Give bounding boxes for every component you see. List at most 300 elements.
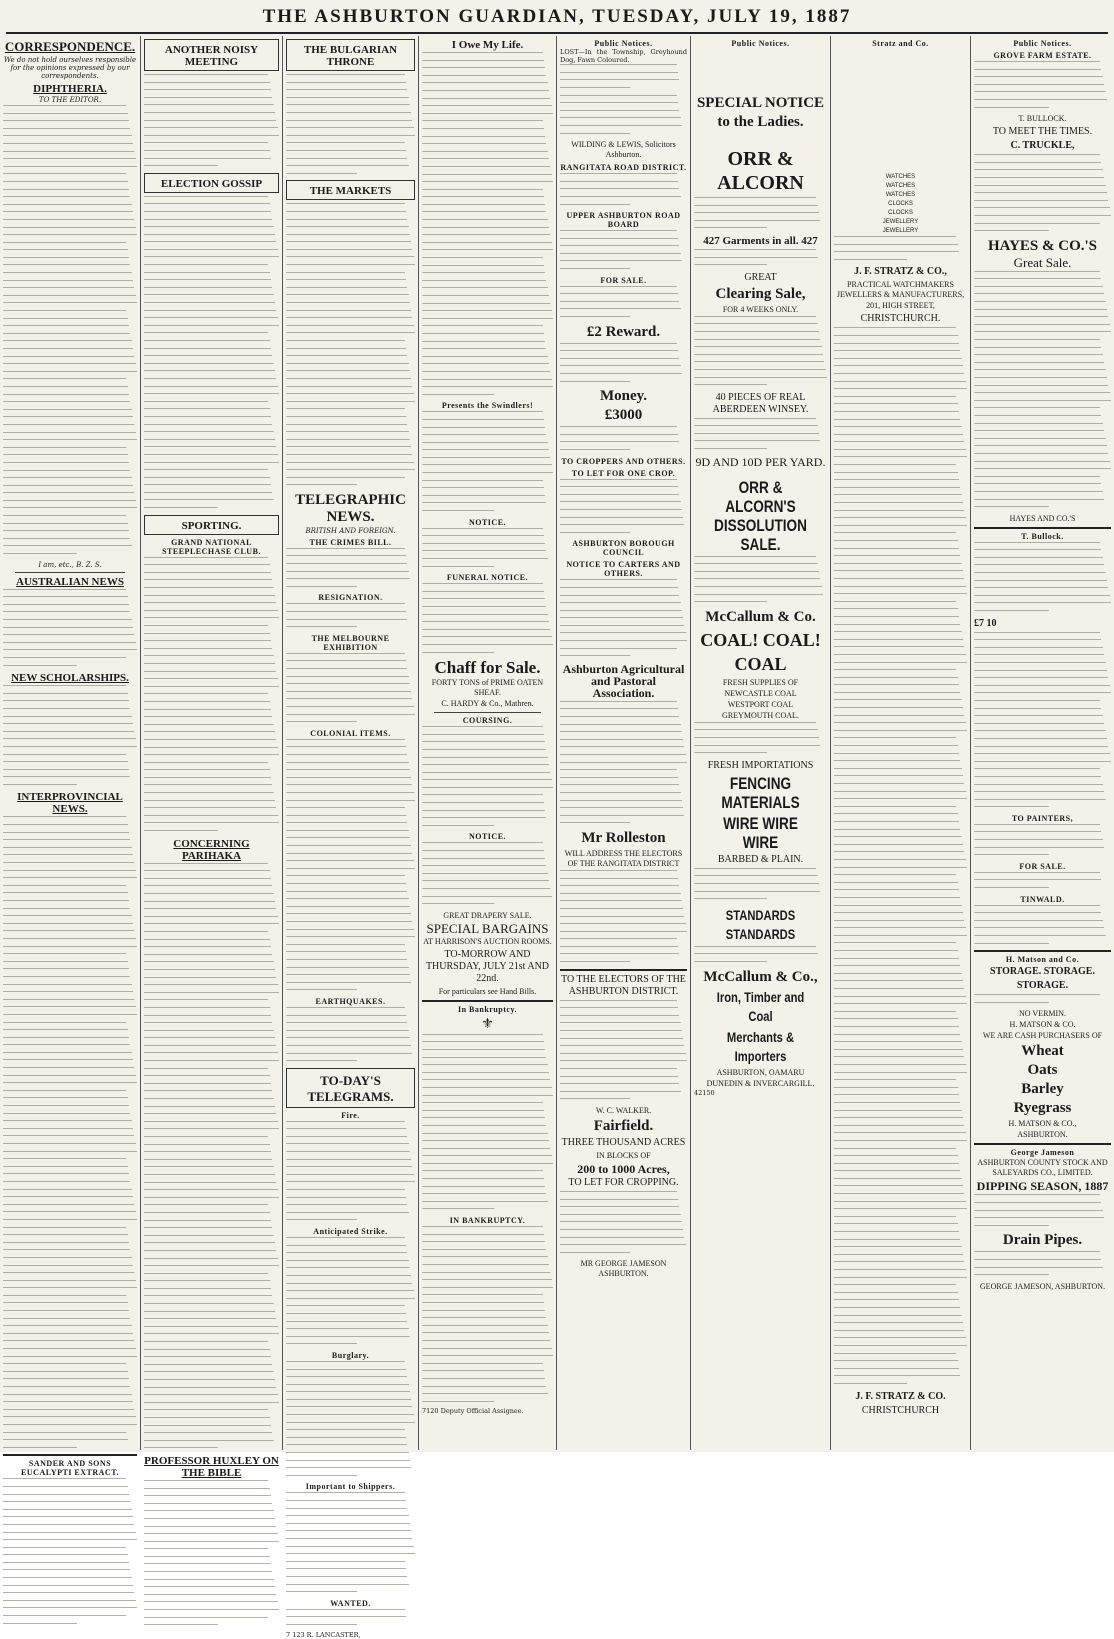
text-line <box>974 1002 1049 1003</box>
text-line <box>144 454 278 455</box>
text-line <box>834 532 956 533</box>
text-line <box>834 1148 956 1149</box>
text-line <box>560 1076 678 1077</box>
text-line <box>834 1292 958 1293</box>
text-line <box>560 587 678 588</box>
text-line <box>3 249 128 250</box>
ad-text: TO LET FOR CROPPING. <box>560 1177 687 1189</box>
text-line <box>834 251 959 252</box>
text-line <box>286 150 406 151</box>
text-line <box>694 556 816 557</box>
text-line <box>286 619 407 620</box>
text-line <box>834 1353 956 1354</box>
text-line <box>3 1014 137 1015</box>
ad-text: IN BLOCKS OF <box>560 1151 687 1161</box>
text-line <box>286 698 412 699</box>
text-line <box>144 800 275 801</box>
text-line <box>560 923 686 924</box>
text-line <box>974 461 1110 462</box>
text-line <box>422 136 545 137</box>
text-line <box>974 476 1100 477</box>
text-line <box>974 662 1106 663</box>
text-line <box>974 99 1107 100</box>
text-line <box>834 813 958 814</box>
text-line <box>144 678 278 679</box>
text-line <box>834 988 964 989</box>
text-line <box>834 1231 959 1232</box>
text-line <box>144 709 271 710</box>
text-line <box>694 745 820 746</box>
text-line <box>144 1022 272 1023</box>
text-line <box>974 309 1107 310</box>
text-line <box>834 1208 967 1209</box>
text-line <box>3 227 136 228</box>
text-line <box>974 920 1103 921</box>
text-line <box>422 1287 553 1288</box>
text-line <box>3 1386 130 1387</box>
text-line <box>144 1394 278 1395</box>
article-heading: Important to Shippers. <box>286 1482 415 1491</box>
text-line <box>974 854 1049 855</box>
ad-firm: J. F. STRATZ & CO., <box>834 266 967 278</box>
text-line <box>3 1424 137 1425</box>
ad-title: Mr Rolleston <box>560 830 687 847</box>
text-line <box>3 181 128 182</box>
text-line <box>286 1015 406 1016</box>
text-line <box>286 1204 407 1205</box>
text-line <box>834 1011 956 1012</box>
text-line <box>974 1267 1103 1268</box>
text-line <box>286 754 407 755</box>
text-line <box>560 784 679 785</box>
text-line <box>3 1532 136 1533</box>
text-line <box>422 1140 549 1141</box>
text-line <box>560 815 684 816</box>
text-line <box>144 1432 272 1433</box>
text-line <box>286 1444 407 1445</box>
ad-body <box>974 1251 1111 1275</box>
notice-heading: NOTICE TO CARTERS AND OTHERS. <box>560 560 687 578</box>
text-line <box>834 806 956 807</box>
text-line <box>3 1257 132 1258</box>
text-line <box>144 89 271 90</box>
text-line <box>560 648 677 649</box>
text-line <box>834 396 956 397</box>
text-line <box>422 558 548 559</box>
text-line <box>694 339 820 340</box>
ad-title: SPECIAL NOTICE <box>694 95 827 112</box>
ad-title: 200 to 1000 Acres, <box>560 1163 687 1175</box>
text-line <box>422 211 546 212</box>
ad-firm: J. F. STRATZ & CO. <box>834 1391 967 1403</box>
text-line <box>834 548 959 549</box>
text-line <box>3 1432 126 1433</box>
text-line <box>974 1194 1100 1195</box>
text-line <box>422 629 550 630</box>
text-line <box>144 1015 271 1016</box>
text-line <box>422 652 494 653</box>
text-line <box>422 810 545 811</box>
text-line <box>974 301 1106 302</box>
text-line <box>834 965 960 966</box>
text-line <box>422 1226 543 1227</box>
text-line <box>3 310 126 311</box>
text-line <box>422 1087 552 1088</box>
ad-title: 427 Garments in all. 427 <box>694 235 827 247</box>
text-line <box>834 798 967 799</box>
text-line <box>694 729 818 730</box>
text-line <box>3 862 134 863</box>
notice-heading: H. Matson and Co. <box>974 955 1111 964</box>
text-line <box>286 982 411 983</box>
ad-title: Drain Pipes. <box>974 1232 1111 1249</box>
text-line <box>422 394 494 395</box>
text-line <box>974 761 1111 762</box>
text-line <box>834 1299 959 1300</box>
text-line <box>3 961 128 962</box>
text-line <box>834 540 958 541</box>
text-line <box>3 105 126 106</box>
text-line <box>144 564 270 565</box>
text-line <box>560 238 678 239</box>
article-heading: NEW SCHOLARSHIPS. <box>3 672 137 684</box>
text-line <box>3 832 129 833</box>
text-line <box>974 824 1100 825</box>
text-line <box>694 563 818 564</box>
text-line <box>422 151 548 152</box>
text-line <box>974 84 1104 85</box>
text-line <box>974 1210 1103 1211</box>
text-line <box>3 716 132 717</box>
text-line <box>974 362 1104 363</box>
text-line <box>560 95 677 96</box>
text-line <box>560 1229 683 1230</box>
text-line <box>694 448 767 449</box>
text-line <box>144 777 271 778</box>
divider <box>422 1000 553 1002</box>
text-line <box>3 870 136 871</box>
text-line <box>3 589 126 590</box>
ad-firm: McCallum & Co., <box>694 969 827 986</box>
text-line <box>144 211 271 212</box>
text-line <box>560 1252 630 1253</box>
text-line <box>974 685 1110 686</box>
text-line <box>422 472 553 473</box>
text-line <box>286 853 412 854</box>
text-line <box>974 700 1100 701</box>
text-line <box>3 1363 126 1364</box>
ad-body <box>694 868 827 899</box>
text-line <box>422 1201 548 1202</box>
text-line <box>560 739 683 740</box>
text-line <box>974 799 1106 800</box>
text-line <box>286 1197 406 1198</box>
text-line <box>3 189 129 190</box>
text-line <box>422 636 552 637</box>
text-line <box>974 200 1108 201</box>
text-line <box>834 1034 960 1035</box>
text-line <box>974 339 1100 340</box>
text-line <box>144 784 272 785</box>
text-line <box>560 878 678 879</box>
text-line <box>560 79 679 80</box>
text-line <box>3 946 137 947</box>
text-line <box>834 1064 966 1065</box>
text-line <box>974 331 1111 332</box>
ad-title: WIRE WIRE WIRE <box>707 814 813 852</box>
ad-text: WE ARE CASH PURCHASERS OF <box>974 1031 1111 1041</box>
text-line <box>3 1280 136 1281</box>
text-line <box>560 931 687 932</box>
text-line <box>560 426 677 427</box>
text-line <box>974 185 1106 186</box>
text-line <box>3 854 133 855</box>
text-line <box>834 1155 958 1156</box>
text-line <box>560 365 681 366</box>
text-line <box>3 685 126 686</box>
text-line <box>694 331 819 332</box>
text-line <box>694 875 818 876</box>
text-line <box>560 308 681 309</box>
text-line <box>974 564 1104 565</box>
text-line <box>694 369 826 370</box>
text-line <box>144 408 270 409</box>
notice-signature: T. BULLOCK. <box>974 114 1111 124</box>
text-line <box>3 908 130 909</box>
text-line <box>144 724 274 725</box>
text-line <box>3 619 132 620</box>
text-line <box>974 354 1103 355</box>
text-line <box>3 447 126 448</box>
text-line <box>144 1121 278 1122</box>
text-line <box>422 535 544 536</box>
text-line <box>3 196 130 197</box>
text-line <box>144 1609 279 1610</box>
text-line <box>144 256 279 257</box>
text-line <box>834 441 964 442</box>
text-line <box>286 845 411 846</box>
text-line <box>286 967 409 968</box>
ad-body <box>974 154 1111 231</box>
grain-barley: Barley <box>974 1081 1111 1098</box>
notice-body <box>560 286 687 317</box>
text-line <box>560 517 683 518</box>
article-heading: TO-DAY'S TELEGRAMS. <box>288 1073 413 1105</box>
text-line <box>422 802 544 803</box>
text-line <box>3 1623 77 1624</box>
text-line <box>144 1151 271 1152</box>
text-line <box>974 499 1104 500</box>
text-line <box>974 423 1103 424</box>
text-line <box>3 847 132 848</box>
coal-line: GREYMOUTH COAL. <box>694 711 827 721</box>
notice-heading: TO CROPPERS AND OTHERS. <box>560 457 687 466</box>
text-line <box>422 825 494 826</box>
text-line <box>560 350 678 351</box>
text-line <box>560 938 677 939</box>
text-line <box>422 865 546 866</box>
text-line <box>286 279 406 280</box>
text-line <box>834 1140 967 1141</box>
text-line <box>3 280 133 281</box>
article-heading: AUSTRALIAN NEWS <box>3 576 137 588</box>
ad-number: 42150 <box>694 1090 827 1098</box>
text-line <box>3 394 129 395</box>
text-line <box>144 424 272 425</box>
notice-body <box>560 870 687 962</box>
text-line <box>286 386 412 387</box>
ad-body <box>974 1194 1111 1225</box>
text-line <box>422 726 543 727</box>
ad-text: GREAT <box>694 272 827 284</box>
text-line <box>144 492 272 493</box>
text-line <box>3 1044 130 1045</box>
text-line <box>560 822 630 823</box>
text-line <box>286 1275 411 1276</box>
text-line <box>286 683 410 684</box>
text-line <box>834 616 959 617</box>
text-line <box>974 715 1103 716</box>
text-line <box>286 446 411 447</box>
text-line <box>286 1500 406 1501</box>
text-line <box>834 973 962 974</box>
text-line <box>694 377 827 378</box>
text-line <box>422 1102 543 1103</box>
text-line <box>974 887 1049 888</box>
text-line <box>286 784 412 785</box>
text-line <box>834 851 964 852</box>
text-line <box>422 1294 543 1295</box>
text-line <box>422 442 548 443</box>
text-line <box>422 287 548 288</box>
notice-body <box>560 1000 687 1100</box>
text-line <box>974 1251 1100 1252</box>
text-line <box>286 822 407 823</box>
text-line <box>3 477 132 478</box>
ad-body <box>974 994 1111 1003</box>
text-line <box>3 128 130 129</box>
text-line <box>974 927 1104 928</box>
text-line <box>834 958 959 959</box>
text-line <box>834 1360 958 1361</box>
text-line <box>422 1370 544 1371</box>
text-line <box>286 401 415 402</box>
text-line <box>422 67 545 68</box>
notice-body <box>974 905 1111 944</box>
text-line <box>560 245 679 246</box>
text-line <box>3 219 134 220</box>
race-results <box>144 557 279 831</box>
ad-title: Iron, Timber and Coal <box>707 988 813 1026</box>
text-line <box>286 578 410 579</box>
headline-box <box>286 1068 415 1108</box>
text-line <box>144 393 279 394</box>
headline-box <box>286 180 415 200</box>
ad-body <box>834 327 967 1384</box>
text-line <box>144 655 274 656</box>
text-line <box>3 1356 137 1357</box>
text-line <box>974 746 1108 747</box>
text-line <box>286 1508 407 1509</box>
text-line <box>422 1034 543 1035</box>
text-line <box>834 236 956 237</box>
text-line <box>834 555 960 556</box>
text-line <box>834 1117 963 1118</box>
text-line <box>286 287 407 288</box>
text-line <box>144 617 279 618</box>
text-line <box>422 310 552 311</box>
text-line <box>286 1399 411 1400</box>
text-line <box>144 363 274 364</box>
text-line <box>694 220 820 221</box>
text-line <box>422 858 545 859</box>
text-line <box>834 768 962 769</box>
text-line <box>422 120 543 121</box>
text-line <box>560 64 677 65</box>
text-line <box>422 158 549 159</box>
text-line <box>144 446 276 447</box>
text-line <box>834 517 966 518</box>
text-line <box>560 188 679 189</box>
section-subheading: BRITISH AND FOREIGN. <box>286 527 415 535</box>
text-line <box>422 1332 549 1333</box>
text-line <box>3 1097 128 1098</box>
column-heading: Public Notices. <box>560 39 687 48</box>
text-line <box>144 1349 270 1350</box>
text-line <box>286 777 411 778</box>
text-line <box>834 980 963 981</box>
text-line <box>560 1038 683 1039</box>
text-line <box>560 602 681 603</box>
text-line <box>3 953 126 954</box>
text-line <box>144 701 270 702</box>
text-line <box>694 384 767 385</box>
text-line <box>144 1371 274 1372</box>
text-line <box>422 741 545 742</box>
text-line <box>144 1526 276 1527</box>
text-line <box>3 596 128 597</box>
headline-box <box>144 173 279 193</box>
text-line <box>286 959 407 960</box>
text-line <box>286 563 407 564</box>
text-line <box>974 542 1100 543</box>
text-line <box>834 624 960 625</box>
text-line <box>560 449 630 450</box>
text-line <box>3 1196 133 1197</box>
text-line <box>144 294 274 295</box>
column-notices <box>419 36 556 1450</box>
text-line <box>286 1252 407 1253</box>
text-line <box>3 984 132 985</box>
text-line <box>422 1072 549 1073</box>
notice-heading: FOR SALE. <box>560 276 687 285</box>
text-line <box>144 878 271 879</box>
ad-text: CHRISTCHURCH <box>834 1405 967 1417</box>
text-line <box>3 507 137 508</box>
text-line <box>3 1227 126 1228</box>
text-line <box>144 984 278 985</box>
text-line <box>144 1106 275 1107</box>
text-line <box>834 844 963 845</box>
text-line <box>3 824 128 825</box>
text-line <box>834 1056 964 1057</box>
column-public-notices <box>557 36 690 1450</box>
text-line <box>144 739 276 740</box>
text-line <box>834 874 956 875</box>
text-line <box>144 863 268 864</box>
text-line <box>834 1261 964 1262</box>
text-line <box>560 260 682 261</box>
